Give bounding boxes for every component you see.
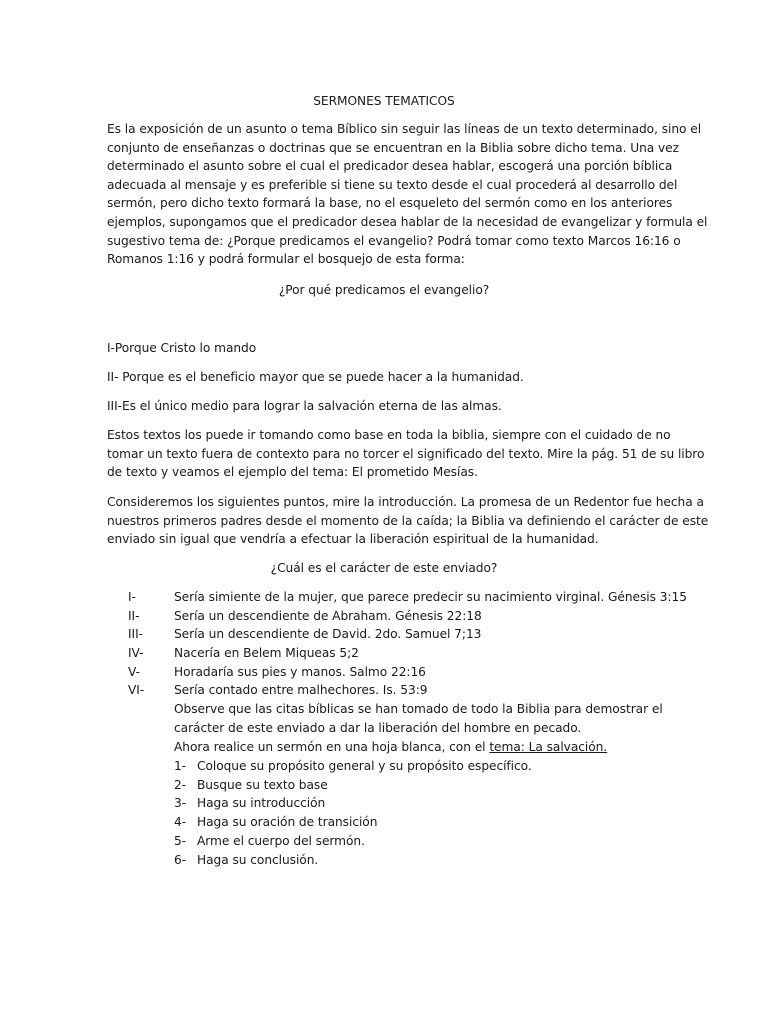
assignment-line — [174, 738, 607, 757]
list-number: III- — [128, 627, 143, 641]
paragraph-line: enviado sin igual que vendría a efectuar la liberación espiritual de la humanidad. — [107, 532, 599, 547]
observation-text — [174, 700, 663, 737]
assignment-text: Ahora realice un sermón en una hoja blanca, con el — [174, 740, 490, 754]
assignment-topic: tema: La salvación. — [489, 740, 608, 754]
step-number: 2- — [174, 778, 187, 792]
intro-paragraph — [107, 120, 708, 269]
list-item: Sería un descendiente de Abraham. Génesis 22:18 — [174, 609, 482, 623]
outline-item: II- Porque es el beneficio mayor que se puede hacer a la humanidad. — [107, 370, 524, 384]
step-number: 4- — [174, 815, 187, 829]
paragraph-line: de texto y veamos el ejemplo del tema: El prometido Mesías. — [107, 465, 478, 480]
list-item: Nacería en Belem Miqueas 5;2 — [174, 646, 359, 660]
paragraph-line: Observe que las citas bíblicas se han tomado de todo la Biblia para demostrar el — [174, 702, 663, 716]
list-number: IV- — [128, 646, 144, 660]
intro-line: ejemplos, supongamos que el predicador desea hablar de la necesidad de evangelizar y formula el — [107, 214, 708, 229]
intro-line: sugestivo tema de: ¿Porque predicamos el evangelio? Podrá tomar como texto Marcos 16:16 o — [107, 233, 681, 248]
step-item: Coloque su propósito general y su propósito específico. — [197, 759, 532, 773]
paragraph-line: carácter de este enviado a dar la liberación del hombre en pecado. — [174, 720, 582, 735]
step-item: Busque su texto base — [197, 778, 328, 792]
intro-line: determinado el asunto sobre el cual el predicador desea hablar, escogerá una porción bíblica — [107, 159, 673, 174]
list-number: V- — [128, 665, 140, 679]
list-item: Sería un descendiente de David. 2do. Samuel 7;13 — [174, 627, 482, 641]
paragraph-line: Consideremos los siguientes puntos, mire la introducción. La promesa de un Redentor fue hecha a — [107, 495, 704, 509]
outline-item: III-Es el único medio para lograr la salvación eterna de las almas. — [107, 399, 502, 413]
list-item: Horadaría sus pies y manos. Salmo 22:16 — [174, 665, 426, 679]
step-item: Haga su conclusión. — [197, 853, 319, 867]
step-number: 5- — [174, 834, 187, 848]
question-heading: ¿Por qué predicamos el evangelio? — [278, 283, 490, 297]
context-paragraph — [107, 426, 705, 482]
step-number: 1- — [174, 759, 187, 773]
paragraph-line: tomar un texto fuera de contexto para no torcer el significado del texto. Mire la pág. 51 de su libro — [107, 446, 705, 461]
paragraph-line: nuestros primeros padres desde el momento de la caída; la Biblia va definiendo el carácter de este — [107, 513, 709, 528]
document-title: SERMONES TEMATICOS — [313, 94, 455, 108]
intro-line: adecuada al mensaje y es preferible si tiene su texto desde el cual procederá al desarrollo del — [107, 177, 678, 192]
list-number: II- — [128, 609, 140, 623]
intro-line: Es la exposición de un asunto o tema Bíblico sin seguir las líneas de un texto determinado, sino el — [107, 122, 702, 136]
outline-item: I-Porque Cristo lo mando — [107, 341, 257, 355]
intro-line: conjunto de enseñanzas o doctrinas que se encuentran en la Biblia sobre dicho tema. Una vez — [107, 140, 679, 155]
paragraph-line: Estos textos los puede ir tomando como base en toda la biblia, siempre con el cuidado de no — [107, 428, 671, 442]
list-item: Sería contado entre malhechores. Is. 53:9 — [174, 683, 428, 697]
step-item: Haga su introducción — [197, 796, 326, 810]
step-number: 3- — [174, 796, 187, 810]
step-number: 6- — [174, 853, 187, 867]
consider-paragraph — [107, 493, 709, 549]
intro-line: sermón, pero dicho texto formará la base, no el esqueleto del sermón como en los anteriores — [107, 196, 673, 211]
list-item: Sería simiente de la mujer, que parece predecir su nacimiento virginal. Génesis 3:15 — [174, 590, 687, 604]
question-heading: ¿Cuál es el carácter de este enviado? — [270, 561, 498, 575]
list-number: VI- — [128, 683, 145, 697]
list-number: I- — [128, 590, 136, 604]
step-item: Haga su oración de transición — [197, 815, 378, 829]
intro-line: Romanos 1:16 y podrá formular el bosquejo de esta forma: — [107, 252, 465, 267]
step-item: Arme el cuerpo del sermón. — [197, 834, 365, 848]
